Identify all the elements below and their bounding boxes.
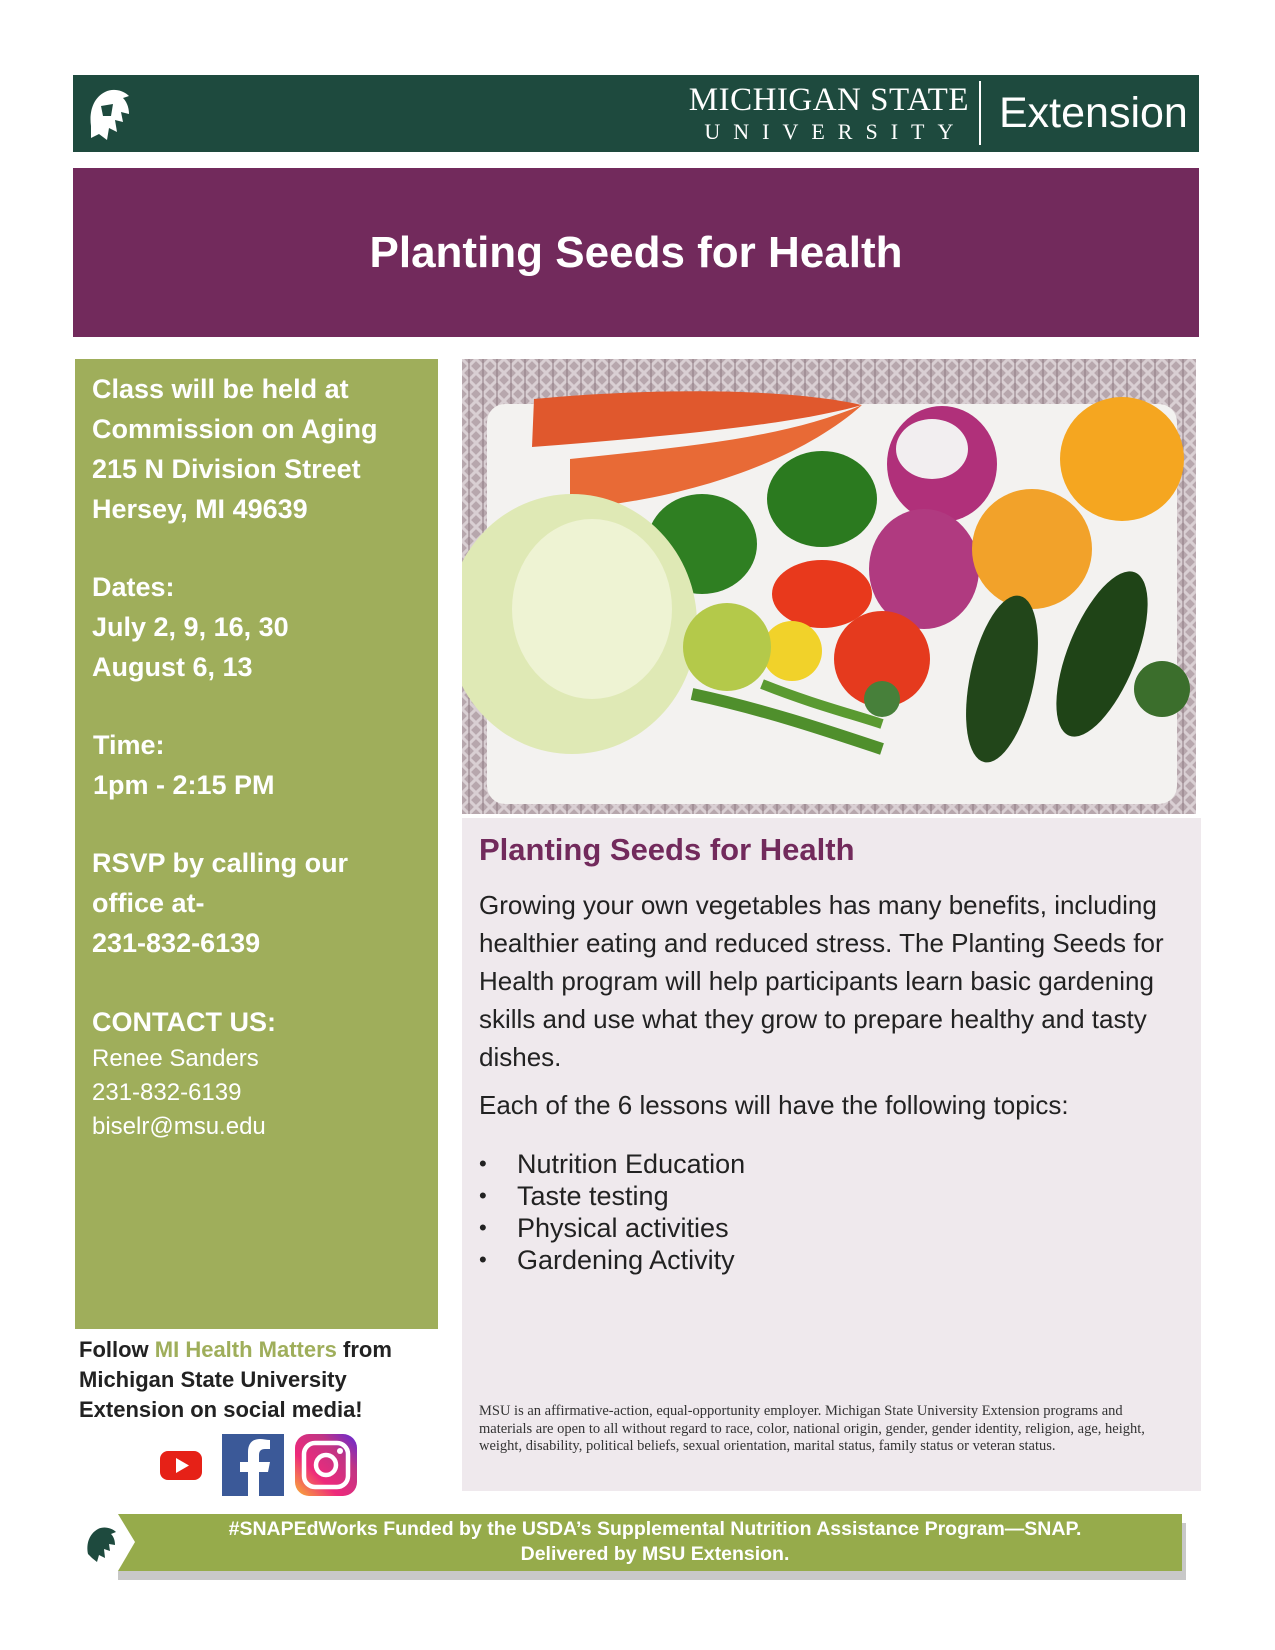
- follow-prefix: Follow: [79, 1337, 155, 1362]
- location-line: Class will be held at: [92, 374, 349, 404]
- footer-text: [140, 1514, 1170, 1571]
- contact-phone[interactable]: 231-832-6139: [92, 1079, 242, 1106]
- time-block: [93, 725, 275, 805]
- description-heading: Planting Seeds for Health: [479, 832, 855, 867]
- header-divider: [979, 81, 981, 145]
- rsvp-line: RSVP by calling our: [92, 848, 349, 878]
- follow-suffix: from: [336, 1337, 392, 1362]
- topics-intro: Each of the 6 lessons will have the following topics:: [479, 1090, 1069, 1120]
- info-panel: [75, 359, 438, 1329]
- contact-email[interactable]: biselr@msu.edu: [92, 1113, 266, 1140]
- spartan-helmet-icon: [83, 82, 135, 144]
- footer-spartan-icon: [80, 1514, 135, 1571]
- list-item: • Physical activities: [479, 1212, 745, 1244]
- mi-health-matters-link[interactable]: MI Health Matters: [154, 1337, 337, 1362]
- extension-label: Extension: [999, 89, 1188, 137]
- list-item: • Gardening Activity: [479, 1244, 745, 1276]
- dates-line: July 2, 9, 16, 30: [92, 612, 289, 642]
- social-follow-text: [79, 1335, 429, 1425]
- msu-wordmark: [689, 81, 969, 145]
- msu-header: [73, 75, 1199, 152]
- location-line: Commission on Aging: [92, 414, 378, 444]
- disclaimer-text: MSU is an affirmative-action, equal-opportunity employer. Michigan State University Extension programs and materials are open to all without regard to race, color, national origin, gender, gender identity, religion, age, height, weight, disability, political beliefs, sexual orientation, marital status, family status or veteran status.: [479, 1403, 1145, 1454]
- footer-line1: #SNAPEdWorks Funded by the USDA’s Supplemental Nutrition Assistance Program—SNAP.: [228, 1518, 1082, 1540]
- dates-line: August 6, 13: [92, 652, 253, 682]
- follow-line3: Extension on social media!: [79, 1397, 363, 1422]
- vegetables-photo: [462, 359, 1196, 814]
- follow-line2: Michigan State University: [79, 1367, 347, 1392]
- social-icons: [160, 1432, 360, 1498]
- rsvp-line: office at-: [92, 888, 205, 918]
- dates-block: [92, 567, 289, 687]
- footer-line2: Delivered by MSU Extension.: [520, 1543, 790, 1565]
- facebook-icon[interactable]: [222, 1434, 284, 1496]
- university-subname: UNIVERSITY: [704, 119, 967, 144]
- youtube-icon[interactable]: [160, 1451, 202, 1480]
- location-line: 215 N Division Street: [92, 454, 361, 484]
- university-name: MICHIGAN STATE: [688, 82, 969, 118]
- topics-list: [479, 1148, 745, 1276]
- page-title: Planting Seeds for Health: [369, 227, 903, 277]
- description-panel: [462, 818, 1201, 1491]
- dates-label: Dates:: [92, 572, 175, 602]
- rsvp-block: [92, 843, 348, 963]
- contact-label: CONTACT US:: [92, 1007, 276, 1037]
- rsvp-phone: 231-832-6139: [92, 928, 261, 958]
- description-paragraph: Growing your own vegetables has many benefits, including healthier eating and reduced stress. The Planting Seeds for Health program will help participants learn basic gardening skills and use what they grow to prepare healthy and tasty dishes.: [479, 890, 1164, 1072]
- time-value: 1pm - 2:15 PM: [93, 770, 275, 800]
- location-line: Hersey, MI 49639: [92, 494, 308, 524]
- time-label: Time:: [93, 730, 165, 760]
- instagram-icon[interactable]: [295, 1434, 357, 1496]
- list-item: • Nutrition Education: [479, 1148, 745, 1180]
- list-item: • Taste testing: [479, 1180, 745, 1212]
- contact-name: Renee Sanders: [92, 1045, 259, 1072]
- title-banner: [73, 168, 1199, 337]
- location-block: [92, 369, 378, 529]
- contact-block: [92, 1002, 276, 1144]
